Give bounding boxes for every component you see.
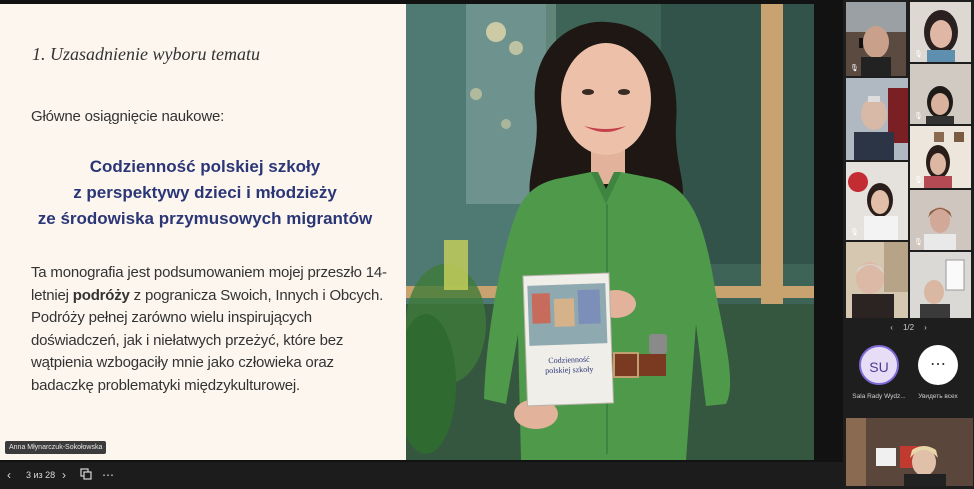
prev-page-icon[interactable]: ‹ bbox=[890, 323, 893, 332]
participant-video[interactable] bbox=[910, 126, 971, 188]
participant-video[interactable] bbox=[910, 2, 971, 62]
participants-panel bbox=[843, 0, 974, 489]
participant-video[interactable] bbox=[910, 190, 971, 250]
slide-body bbox=[31, 262, 391, 397]
layout-icon[interactable] bbox=[80, 468, 92, 484]
next-page-icon[interactable]: › bbox=[924, 323, 927, 332]
body-text-end: z pogranicza Swoich, Innych i Obcych. Podróży pełnej zarówno wielu inspirujących doświadczeń, jak i niełatwych przeżyć, które bez wątpienia wzbogaciły mnie jako człowieka oraz badaczkę problematyki międzykulturowej. bbox=[31, 286, 384, 394]
svg-text:polskiej szkoły: polskiej szkoły bbox=[545, 364, 594, 376]
mic-muted-icon: 🎙 bbox=[914, 51, 923, 58]
more-icon: ⋯ bbox=[918, 345, 958, 385]
see-all-label: Увидеть всех bbox=[918, 393, 958, 400]
mic-muted-icon: 🎙 bbox=[914, 113, 923, 120]
slide-page-counter: 3 из 28 bbox=[26, 470, 56, 480]
held-book-title-text: Codzienność bbox=[548, 354, 590, 366]
participants-pager bbox=[843, 323, 974, 332]
see-all-participants-button[interactable] bbox=[905, 345, 971, 400]
mic-muted-icon: 🎙 bbox=[914, 239, 923, 246]
participant-video[interactable] bbox=[846, 78, 908, 160]
avatar: SU bbox=[859, 345, 899, 385]
slide-controls-bar bbox=[0, 462, 843, 489]
author-photo bbox=[406, 4, 814, 460]
presenter-name-tag: Anna Młynarczuk-Sokołowska bbox=[5, 441, 106, 454]
participant-video[interactable] bbox=[846, 242, 908, 318]
slide-label: Główne osiągnięcie naukowe: bbox=[31, 108, 225, 125]
book-title-line: z perspektywy dzieci i młodzieży bbox=[73, 183, 337, 202]
participant-video[interactable] bbox=[846, 2, 906, 76]
prev-slide-icon[interactable]: ‹ bbox=[7, 468, 11, 482]
self-video-tile[interactable] bbox=[846, 418, 973, 486]
slide-heading: 1. Uzasadnienie wyboru tematu bbox=[32, 44, 260, 64]
body-text-start: Ta monografia jest podsumowaniem mojej przeszło 14-letniej bbox=[31, 264, 387, 304]
mic-muted-icon: 🎙 bbox=[850, 65, 859, 72]
participant-video[interactable] bbox=[910, 252, 971, 318]
next-slide-icon[interactable]: › bbox=[62, 468, 66, 482]
mic-muted-icon: 🎙 bbox=[850, 229, 859, 236]
page-indicator: 1/2 bbox=[902, 323, 915, 332]
participant-name-label: Sala Rady Wydz... bbox=[852, 393, 906, 400]
presentation-slide bbox=[0, 4, 814, 460]
book-title-line: ze środowiska przymusowych migrantów bbox=[37, 209, 373, 228]
book-title-line: Codzienność polskiej szkoły bbox=[89, 157, 321, 176]
participant-su[interactable] bbox=[846, 345, 912, 400]
mic-muted-icon: 🎙 bbox=[914, 177, 923, 184]
body-bold-word: podróży bbox=[72, 286, 130, 304]
more-options-icon[interactable]: ⋯ bbox=[102, 468, 114, 482]
participant-video[interactable] bbox=[910, 64, 971, 124]
book-title bbox=[20, 154, 390, 232]
participant-video[interactable] bbox=[846, 162, 908, 240]
